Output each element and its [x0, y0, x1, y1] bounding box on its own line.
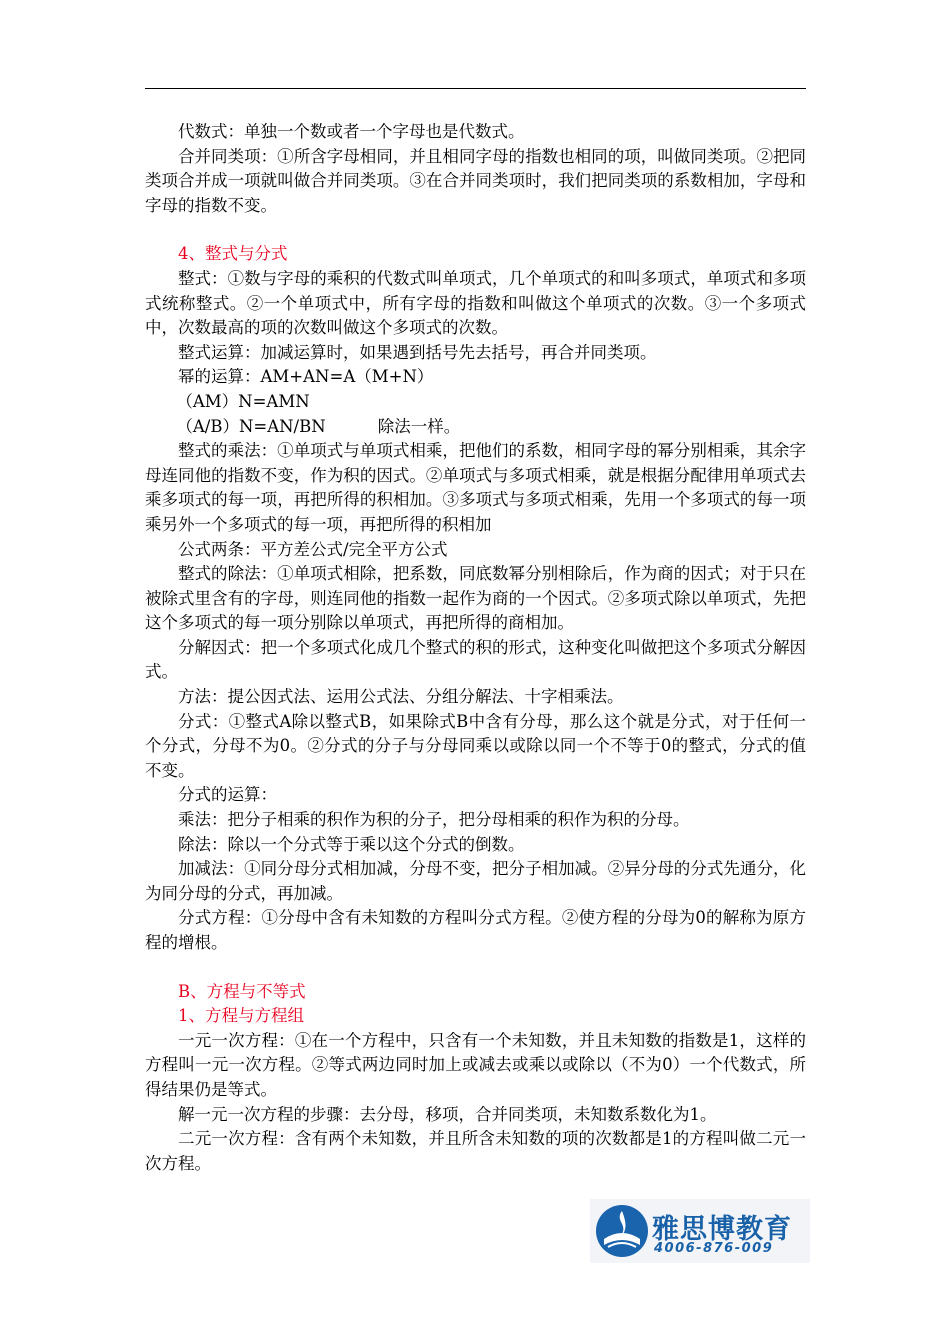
paragraph: 分解因式：把一个多项式化成几个整式的积的形式，这种变化叫做把这个多项式分解因式。: [145, 637, 806, 682]
paragraph: 加减法：①同分母分式相加减，分母不变，把分子相加减。②异分母的分式先通分，化为同分母的分式，再加减。: [145, 859, 806, 903]
formula-line: [145, 415, 806, 440]
formula-note: 除法一样。: [377, 416, 461, 436]
logo-phone: 4006-876-009: [654, 1241, 774, 1256]
paragraph: 分式：①整式A除以整式B，如果除式B中含有分母，那么这个就是分式，对于任何一个分式，分母不为0。②分式的分子与分母同乘以或除以同一个不等于0的整式，分式的值不变。: [145, 711, 806, 780]
paragraph: 合并同类项：①所含字母相同，并且相同字母的指数也相同的项，叫做同类项。②把同类项合并成一项就叫做合并同类项。③在合并同类项时，我们把同类项的系数相加，字母和字母的指数不变。: [145, 146, 806, 215]
paragraph: 分式方程：①分母中含有未知数的方程叫分式方程。②使方程的分母为0的解称为原方程的增根。: [145, 908, 806, 952]
paragraph: 幂的运算：AM+AN=A（M+N）: [178, 367, 434, 387]
logo-name: 雅思博教育: [652, 1214, 792, 1245]
header-rule: [145, 88, 806, 89]
paragraph: 方法：提公因式法、运用公式法、分组分解法、十字相乘法。: [178, 687, 624, 707]
paragraph: 整式：①数与字母的乘积的代数式叫单项式，几个单项式的和叫多项式，单项式和多项式统称整式。②一个单项式中，所有字母的指数和叫做这个单项式的次数。③一个多项式中，次数最高的项的次数叫做这个多项式的次数。: [145, 268, 806, 338]
paragraph: 整式的乘法：①单项式与单项式相乘，把他们的系数，相同字母的幂分别相乘，其余字母连同他的指数不变，作为积的因式。②单项式与多项式相乘，就是根据分配律用单项式去乘多项式的每一项，再把所得的积相加。③多项式与多项式相乘，先用一个多项式的每一项乘另外一个多项式的每一项，再把所得的积相加: [145, 441, 806, 534]
section-heading: B、方程与不等式: [178, 981, 306, 1001]
spacer: [145, 218, 806, 242]
brand-logo: [590, 1199, 810, 1263]
paragraph: 二元一次方程：含有两个未知数，并且所含未知数的项的次数都是1的方程叫做二元一次方程。: [145, 1129, 806, 1173]
paragraph: 整式的除法：①单项式相除，把系数，同底数幂分别相除后，作为商的因式；对于只在被除式里含有的字母，则连同他的指数一起作为商的一个因式。②多项式除以单项式，先把这个多项式的每一项分别除以单项式，再把所得的商相加。: [145, 564, 806, 633]
paragraph: 一元一次方程：①在一个方程中，只含有一个未知数，并且未知数的指数是1，这样的方程叫一元一次方程。②等式两边同时加上或减去或乘以或除以（不为0）一个代数式，所得结果仍是等式。: [145, 1030, 806, 1099]
paragraph: 整式运算：加减运算时，如果遇到括号先去括号，再合并同类项。: [178, 342, 657, 362]
paragraph: 分式的运算：: [178, 785, 277, 805]
paragraph: 乘法：把分子相乘的积作为积的分子，把分母相乘的积作为积的分母。: [178, 810, 690, 830]
paragraph: 代数式：单独一个数或者一个字母也是代数式。: [178, 122, 525, 141]
formula-text: （AM）N=AMN: [176, 391, 310, 411]
logo-emblem-icon: [594, 1203, 650, 1259]
section-heading: 4、整式与分式: [178, 244, 288, 264]
document-body: [145, 120, 806, 1176]
paragraph: 解一元一次方程的步骤：去分母，移项，合并同类项，未知数系数化为1。: [178, 1104, 717, 1124]
paragraph: 除法：除以一个分式等于乘以这个分式的倒数。: [178, 834, 525, 854]
formula-text: （A/B）N=AN/BN: [176, 416, 326, 436]
subsection-heading: 1、方程与方程组: [178, 1006, 304, 1026]
paragraph: 公式两条：平方差公式/完全平方公式: [178, 539, 448, 559]
spacer: [145, 956, 806, 980]
formula-line: [145, 390, 806, 415]
